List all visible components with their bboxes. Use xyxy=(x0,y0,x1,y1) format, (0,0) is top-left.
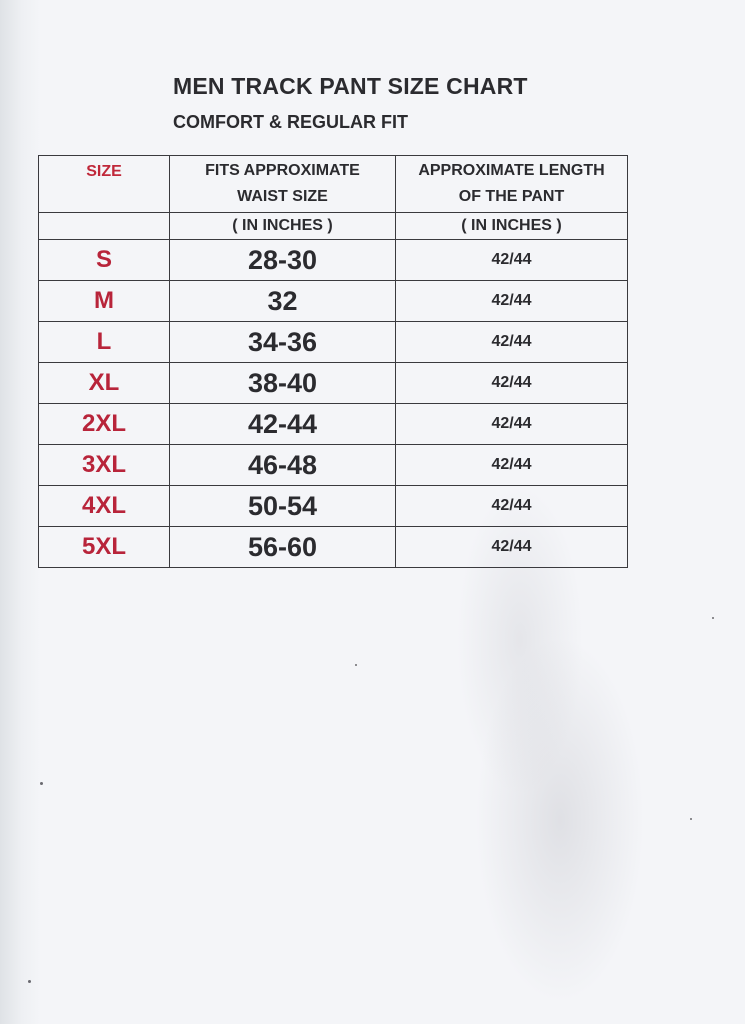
header-length xyxy=(396,156,628,213)
waist-cell: 46-48 xyxy=(170,445,396,486)
scan-speck xyxy=(355,664,357,666)
length-cell: 42/44 xyxy=(396,445,628,486)
table-row xyxy=(39,486,628,527)
waist-cell: 28-30 xyxy=(170,240,396,281)
scan-speck xyxy=(690,818,692,820)
waist-cell: 32 xyxy=(170,281,396,322)
table-row xyxy=(39,404,628,445)
unit-size-empty xyxy=(39,213,170,240)
scan-speck xyxy=(28,980,31,983)
length-cell: 42/44 xyxy=(396,486,628,527)
scan-speck xyxy=(40,782,43,785)
size-cell: S xyxy=(39,240,170,281)
length-cell: 42/44 xyxy=(396,240,628,281)
header-row xyxy=(39,156,628,213)
waist-cell: 42-44 xyxy=(170,404,396,445)
unit-waist: ( IN INCHES ) xyxy=(170,213,396,240)
unit-length: ( IN INCHES ) xyxy=(396,213,628,240)
page-title: MEN TRACK PANT SIZE CHART xyxy=(173,73,528,99)
length-cell: 42/44 xyxy=(396,404,628,445)
size-cell: L xyxy=(39,322,170,363)
length-cell: 42/44 xyxy=(396,527,628,568)
header-waist xyxy=(170,156,396,213)
table-row xyxy=(39,445,628,486)
waist-cell: 56-60 xyxy=(170,527,396,568)
page-subtitle: COMFORT & REGULAR FIT xyxy=(173,112,408,132)
size-chart-table xyxy=(38,155,628,568)
table-row xyxy=(39,322,628,363)
table-row xyxy=(39,363,628,404)
size-cell: M xyxy=(39,281,170,322)
table-row xyxy=(39,527,628,568)
size-cell: 2XL xyxy=(39,404,170,445)
length-cell: 42/44 xyxy=(396,322,628,363)
header-size: SIZE xyxy=(39,156,170,213)
header-length-line1: APPROXIMATE LENGTH xyxy=(418,162,605,179)
header-waist-line1: FITS APPROXIMATE xyxy=(205,162,360,179)
unit-row xyxy=(39,213,628,240)
table-row xyxy=(39,240,628,281)
size-cell: 5XL xyxy=(39,527,170,568)
length-cell: 42/44 xyxy=(396,281,628,322)
size-cell: 3XL xyxy=(39,445,170,486)
waist-cell: 34-36 xyxy=(170,322,396,363)
waist-cell: 50-54 xyxy=(170,486,396,527)
header-waist-line2: WAIST SIZE xyxy=(237,188,328,205)
header-length-line2: OF THE PANT xyxy=(458,188,565,205)
length-cell: 42/44 xyxy=(396,363,628,404)
size-cell: XL xyxy=(39,363,170,404)
table-row xyxy=(39,281,628,322)
size-cell: 4XL xyxy=(39,486,170,527)
waist-cell: 38-40 xyxy=(170,363,396,404)
scan-speck xyxy=(712,617,714,619)
